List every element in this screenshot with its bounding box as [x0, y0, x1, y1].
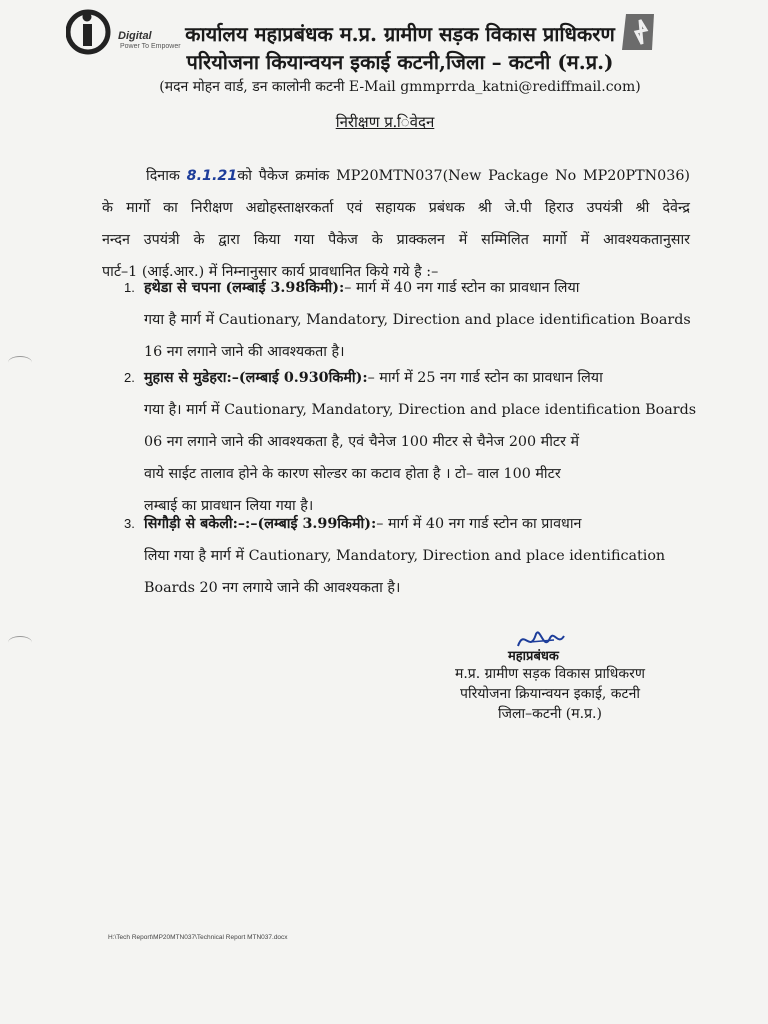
report-title: निरीक्षण प्र.िवेदन [335, 113, 435, 131]
unit-heading: परियोजना कियान्वयन इकाई कटनी,जिला – कटनी (म.प्र.) [186, 50, 614, 74]
item-text: – मार्ग में 40 नग गार्ड स्टोन का प्रावधान लिया [344, 280, 580, 296]
road-name: सिगौड़ी से बकेली:–:–(लम्बाई 3.99किमी): [144, 516, 377, 532]
address-email-line: (मदन मोहन वार्ड, डन कालोनी कटनी E-Mail gmmprrda_katni@rediffmail.com) [159, 79, 641, 95]
intro-line-4: पार्ट–1 (आई.आर.) में निम्नानुसार कार्य प्रावधानित किये गये है :– [102, 264, 439, 280]
handwritten-date: 8.1.21 [186, 168, 238, 184]
signatory-title: महाप्रबंधक [508, 649, 559, 664]
item-line: Boards 20 नग लगाये जाने की आवश्यकता है। [144, 580, 401, 596]
item-line: गया है। मार्ग में Cautionary, Mandatory, Direction and place identification Boards [144, 402, 697, 418]
intro-paragraph [102, 160, 690, 288]
date-label: दिनाक [146, 168, 180, 184]
list-item [124, 508, 690, 604]
item-line: गया है मार्ग में Cautionary, Mandatory, Direction and place identification Boards [144, 312, 691, 328]
item-line [124, 508, 690, 540]
office-heading: कार्यालय महाप्रबंधक म.प्र. ग्रामीण सड़क विकास प्राधिकरण [185, 22, 615, 46]
road-name: मुहास से मुडेहरा:–(लम्बाई 0.930किमी): [144, 370, 368, 386]
intro-line-3: नन्दन उपयंत्री के द्वारा किया गया पैकेज के प्राक्कलन में सम्मिलित मार्गो में आवश्यकतानुसार [102, 232, 690, 248]
item-number: 1. [124, 280, 135, 295]
logo-tagline: Power To Empower [120, 43, 181, 50]
signature-line-2: परियोजना क्रियान्वयन इकाई, कटनी [460, 686, 640, 702]
item-line: 06 नग लगाने जाने की आवश्यकता है, एवं चैनेज 100 मीटर से चैनेज 200 मीटर में [144, 434, 580, 450]
punch-hole-mark [8, 356, 32, 369]
logo-text: Digital [118, 30, 152, 42]
item-number: 2. [124, 370, 135, 385]
file-path-footer: H:\Tech Report\MP20MTN037\Technical Report MTN037.docx [108, 934, 288, 941]
item-line: 16 नग लगाने जाने की आवश्यकता है। [144, 344, 345, 360]
item-text: – मार्ग में 25 नग गार्ड स्टोन का प्रावधान लिया [367, 370, 603, 386]
signature-line-1: म.प्र. ग्रामीण सड़क विकास प्राधिकरण [454, 666, 646, 682]
list-item [124, 362, 697, 522]
item-line: वाये साईट तालाव होने के कारण सोल्डर का कटाव होता है । टो– वाल 100 मीटर [144, 466, 561, 482]
signature-line-3: जिला–कटनी (म.प्र.) [498, 706, 602, 722]
punch-hole-mark [8, 636, 32, 649]
item-line: लिया गया है मार्ग में Cautionary, Mandatory, Direction and place identification [144, 548, 666, 564]
item-number: 3. [124, 516, 135, 531]
list-item [124, 272, 690, 368]
signature-block [420, 664, 680, 724]
intro-line-2: के मार्गो का निरीक्षण अद्योहस्ताक्षरकर्ता एवं सहायक प्रबंधक श्री जे.पी हिराउ उपयंत्री श्री देवेन्द्र [102, 200, 690, 216]
road-name: हथेडा से चपना (लम्बाई 3.98किमी): [144, 280, 345, 296]
item-line [124, 362, 690, 394]
package-info: को पैकेज क्रमांक MP20MTN037(New Package No MP20PTN036) [237, 168, 690, 184]
item-line: लम्बाई का प्रावधान लिया गया है। [144, 498, 314, 514]
item-line [124, 272, 690, 304]
intro-line-1 [102, 160, 690, 192]
item-text: – मार्ग में 40 नग गार्ड स्टोन का प्रावधान [376, 516, 582, 532]
